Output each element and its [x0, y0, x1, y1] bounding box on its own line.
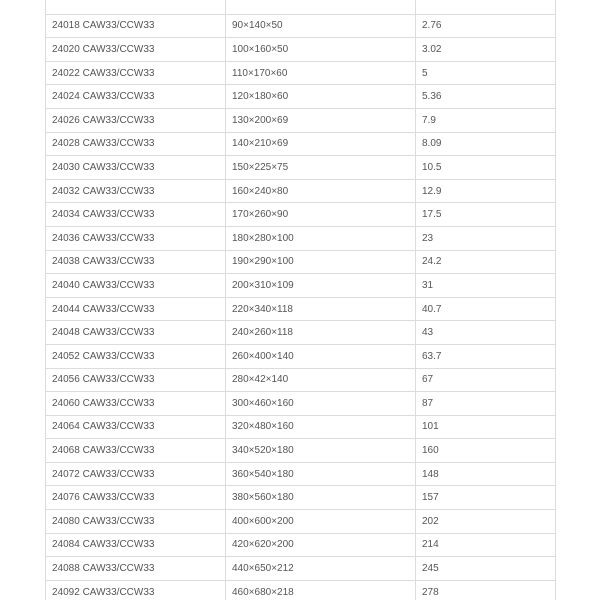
- table-row: [46, 368, 556, 392]
- dimensions-cell: 340×520×180: [226, 439, 416, 463]
- table-row: [46, 85, 556, 109]
- table-row: [46, 486, 556, 510]
- weight-cell: 3.02: [416, 38, 556, 62]
- model-cell: 24018 CAW33/CCW33: [46, 14, 226, 38]
- model-cell: 24064 CAW33/CCW33: [46, 415, 226, 439]
- model-cell: 24032 CAW33/CCW33: [46, 179, 226, 203]
- table-row: [46, 321, 556, 345]
- weight-cell: 7.9: [416, 108, 556, 132]
- weight-cell: 40.7: [416, 297, 556, 321]
- weight-cell: 5.36: [416, 85, 556, 109]
- model-cell: 24080 CAW33/CCW33: [46, 510, 226, 534]
- weight-cell: 148: [416, 462, 556, 486]
- dimensions-cell: 200×310×109: [226, 274, 416, 298]
- table-row: [46, 132, 556, 156]
- weight-cell: 5: [416, 61, 556, 85]
- table-row: [46, 61, 556, 85]
- weight-cell: 67: [416, 368, 556, 392]
- table-row: [46, 226, 556, 250]
- dimensions-cell: 360×540×180: [226, 462, 416, 486]
- dimensions-cell: [226, 0, 416, 14]
- table-row: [46, 250, 556, 274]
- table-body: [46, 0, 556, 600]
- model-cell: 24028 CAW33/CCW33: [46, 132, 226, 156]
- table-row: [46, 462, 556, 486]
- dimensions-cell: 320×480×160: [226, 415, 416, 439]
- dimensions-cell: 140×210×69: [226, 132, 416, 156]
- dimensions-cell: 130×200×69: [226, 108, 416, 132]
- model-cell: 24088 CAW33/CCW33: [46, 557, 226, 581]
- table-row: [46, 392, 556, 416]
- table-row: [46, 510, 556, 534]
- table-row: [46, 344, 556, 368]
- model-cell: 24020 CAW33/CCW33: [46, 38, 226, 62]
- table-row: [46, 108, 556, 132]
- model-cell: 24034 CAW33/CCW33: [46, 203, 226, 227]
- table-row: [46, 557, 556, 581]
- weight-cell: 24.2: [416, 250, 556, 274]
- weight-cell: 43: [416, 321, 556, 345]
- table-row: [46, 415, 556, 439]
- dimensions-cell: 90×140×50: [226, 14, 416, 38]
- weight-cell: 17.5: [416, 203, 556, 227]
- table-row: [46, 156, 556, 180]
- table-row: [46, 179, 556, 203]
- table-row: [46, 533, 556, 557]
- model-cell: 24060 CAW33/CCW33: [46, 392, 226, 416]
- table-row: [46, 580, 556, 600]
- table-row: [46, 0, 556, 14]
- model-cell: 24072 CAW33/CCW33: [46, 462, 226, 486]
- model-cell: 24040 CAW33/CCW33: [46, 274, 226, 298]
- weight-cell: 157: [416, 486, 556, 510]
- dimensions-cell: 380×560×180: [226, 486, 416, 510]
- dimensions-cell: 300×460×160: [226, 392, 416, 416]
- dimensions-cell: 420×620×200: [226, 533, 416, 557]
- model-cell: 24068 CAW33/CCW33: [46, 439, 226, 463]
- weight-cell: 202: [416, 510, 556, 534]
- table-row: [46, 203, 556, 227]
- table-row: [46, 297, 556, 321]
- weight-cell: 278: [416, 580, 556, 600]
- dimensions-cell: 460×680×218: [226, 580, 416, 600]
- table-row: [46, 439, 556, 463]
- model-cell: [46, 0, 226, 14]
- dimensions-cell: 180×280×100: [226, 226, 416, 250]
- dimensions-cell: 170×260×90: [226, 203, 416, 227]
- weight-cell: 31: [416, 274, 556, 298]
- bearing-spec-table: [45, 0, 556, 600]
- model-cell: 24076 CAW33/CCW33: [46, 486, 226, 510]
- table-row: [46, 274, 556, 298]
- model-cell: 24038 CAW33/CCW33: [46, 250, 226, 274]
- dimensions-cell: 260×400×140: [226, 344, 416, 368]
- dimensions-cell: 220×340×118: [226, 297, 416, 321]
- weight-cell: 10.5: [416, 156, 556, 180]
- weight-cell: 87: [416, 392, 556, 416]
- model-cell: 24024 CAW33/CCW33: [46, 85, 226, 109]
- model-cell: 24036 CAW33/CCW33: [46, 226, 226, 250]
- dimensions-cell: 400×600×200: [226, 510, 416, 534]
- dimensions-cell: 100×160×50: [226, 38, 416, 62]
- model-cell: 24084 CAW33/CCW33: [46, 533, 226, 557]
- dimensions-cell: 440×650×212: [226, 557, 416, 581]
- weight-cell: 160: [416, 439, 556, 463]
- weight-cell: 101: [416, 415, 556, 439]
- model-cell: 24056 CAW33/CCW33: [46, 368, 226, 392]
- dimensions-cell: 160×240×80: [226, 179, 416, 203]
- weight-cell: [416, 0, 556, 14]
- dimensions-cell: 110×170×60: [226, 61, 416, 85]
- model-cell: 24030 CAW33/CCW33: [46, 156, 226, 180]
- weight-cell: 63.7: [416, 344, 556, 368]
- model-cell: 24022 CAW33/CCW33: [46, 61, 226, 85]
- table-row: [46, 14, 556, 38]
- weight-cell: 12.9: [416, 179, 556, 203]
- model-cell: 24052 CAW33/CCW33: [46, 344, 226, 368]
- weight-cell: 245: [416, 557, 556, 581]
- dimensions-cell: 280×42×140: [226, 368, 416, 392]
- model-cell: 24044 CAW33/CCW33: [46, 297, 226, 321]
- dimensions-cell: 120×180×60: [226, 85, 416, 109]
- weight-cell: 23: [416, 226, 556, 250]
- dimensions-cell: 150×225×75: [226, 156, 416, 180]
- weight-cell: 2.76: [416, 14, 556, 38]
- model-cell: 24026 CAW33/CCW33: [46, 108, 226, 132]
- weight-cell: 214: [416, 533, 556, 557]
- dimensions-cell: 240×260×118: [226, 321, 416, 345]
- table-row: [46, 38, 556, 62]
- model-cell: 24048 CAW33/CCW33: [46, 321, 226, 345]
- model-cell: 24092 CAW33/CCW33: [46, 580, 226, 600]
- weight-cell: 8.09: [416, 132, 556, 156]
- dimensions-cell: 190×290×100: [226, 250, 416, 274]
